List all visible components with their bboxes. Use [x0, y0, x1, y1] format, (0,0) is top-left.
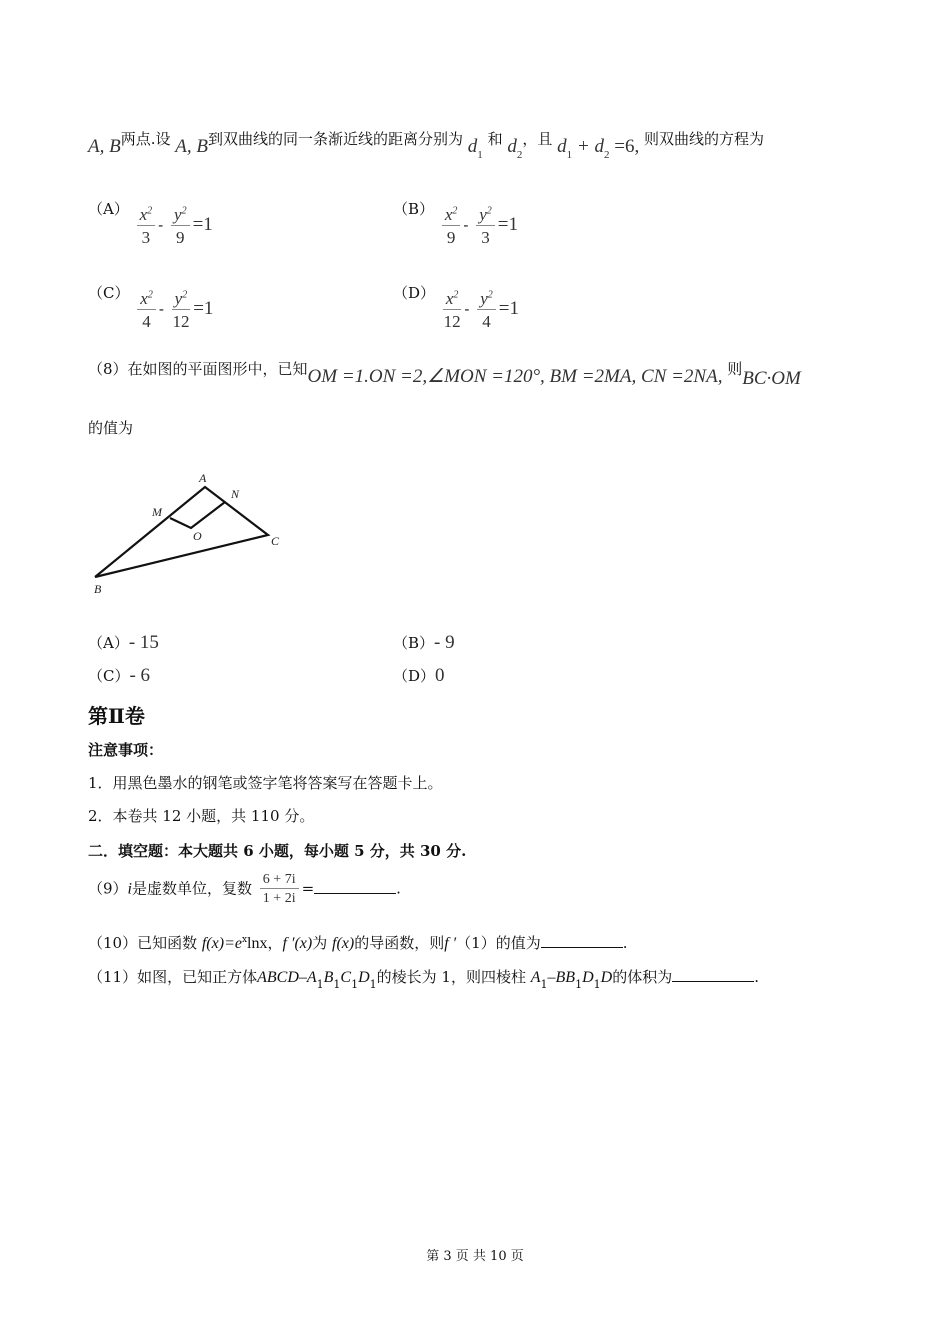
q9: （9）i是虚数单位，复数 $\frac{6 + 7i}{1 + 2i}$ = .: [88, 872, 401, 906]
math: d: [467, 136, 478, 157]
fraction: $\frac{x^2}{9}$: [442, 205, 461, 248]
text: ，且: [522, 130, 553, 148]
fraction: $\frac{6 + 7i}{1 + 2i}$: [260, 872, 299, 907]
note-item: 2．本卷共 12 小题，共 110 分。: [88, 807, 315, 825]
text: 到双曲线的同一条渐近线的距离分别为: [208, 130, 464, 148]
math: 1: [477, 149, 483, 161]
math: 2: [516, 149, 523, 161]
q11: （11）如图，已知正方体ABCD–$A_1B_1C_1D_1$的棱长为 1，则四棱柱 $A_1-BB_1D_1D$的体积为 .: [88, 968, 759, 991]
section-heading: 二．填空题：本大题共 6 小题，每小题 5 分，共 30 分.: [88, 842, 467, 860]
math: + d: [572, 136, 604, 157]
answer-blank: [314, 879, 396, 894]
q7-option-c: [88, 282, 213, 332]
q7-option-b: [393, 198, 518, 248]
math: 1: [566, 149, 573, 161]
triangle-figure: [85, 465, 305, 605]
label-b: B: [94, 582, 102, 596]
text: 和: [487, 130, 503, 148]
math: d: [557, 136, 567, 157]
q8-stem-end: 的值为: [88, 419, 134, 437]
minus: -: [463, 216, 469, 234]
math: BC·OM: [742, 368, 801, 389]
fraction: $\frac{x^2}{3}$: [137, 205, 156, 248]
equals: =1: [193, 298, 214, 319]
equals: =1: [192, 214, 213, 235]
answer-blank: [672, 967, 754, 982]
fraction: $\frac{y^2}{9}$: [171, 205, 190, 248]
math: =6,: [609, 136, 640, 157]
math: OM =1.ON =2,∠MON =120°, BM =2MA, CN =2NA,: [307, 366, 723, 387]
label-n: N: [231, 487, 240, 501]
q7-stem: [88, 128, 764, 161]
text: 则: [727, 360, 743, 378]
note-item: 1．用黑色墨水的钢笔或签字笔将答案写在答题卡上。: [88, 774, 443, 792]
triangle-abc: [95, 487, 268, 577]
math: 2: [604, 149, 610, 161]
fraction: $\frac{y^2}{4}$: [477, 289, 496, 332]
fraction: $\frac{x^2}{12}$: [443, 288, 461, 331]
fraction: $\frac{x^2}{4}$: [137, 289, 156, 332]
text: （8）在如图的平面图形中，已知: [88, 360, 308, 378]
minus: -: [464, 300, 470, 318]
option-label: （D）: [393, 284, 436, 302]
label-a: A: [199, 471, 207, 485]
minus: -: [158, 216, 164, 234]
option-label: （C）: [88, 284, 130, 302]
segments-mo-no: [170, 502, 225, 528]
answer-blank: [541, 933, 623, 948]
q7-option-a: [88, 198, 213, 248]
page-footer: 第 3 页 共 10 页: [426, 1249, 524, 1264]
section-title: 第Ⅱ卷: [88, 704, 145, 728]
equals: =1: [497, 214, 518, 235]
q8-stem: [88, 358, 801, 390]
text: 则双曲线的方程为: [644, 130, 765, 148]
q8-option-a: （A）- 15: [88, 632, 159, 653]
q8-option-c: （C）- 6: [88, 665, 151, 686]
option-label: （B）: [393, 200, 435, 218]
text: 两点.设: [120, 130, 171, 148]
fraction: $\frac{y^2}{3}$: [476, 205, 495, 248]
math: d: [507, 136, 517, 157]
q10: （10）已知函数 $f(x)=e^x\ln x$，f ′(x)为 f(x)的导函数，则f ′（1）的值为 .: [88, 934, 628, 952]
math: A, B: [175, 136, 208, 157]
label-m: M: [152, 505, 162, 519]
minus: -: [158, 300, 164, 318]
q8-option-d: （D）0: [393, 665, 445, 686]
label-c: C: [271, 534, 280, 548]
fraction: $\frac{y^2}{12}$: [172, 288, 190, 331]
option-label: （A）: [88, 200, 129, 218]
q7-option-d: [393, 282, 519, 332]
notes-title: 注意事项：: [88, 741, 164, 759]
math: A, B: [88, 136, 121, 157]
label-o: O: [193, 529, 202, 543]
q8-option-b: （B）- 9: [393, 632, 455, 653]
equals: =1: [498, 298, 519, 319]
